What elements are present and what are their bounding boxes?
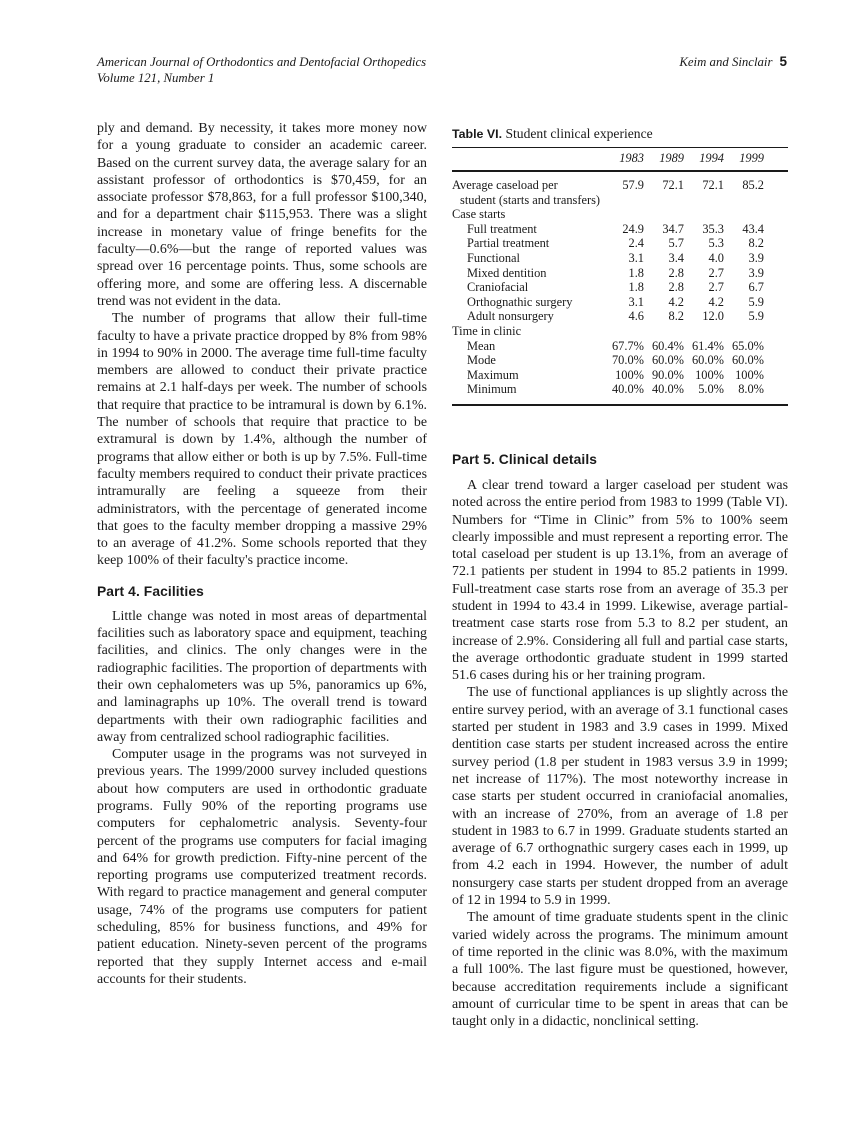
cell: 5.0% bbox=[698, 382, 724, 397]
row-label-line1: Average caseload per bbox=[452, 178, 558, 192]
row-label: Partial treatment bbox=[467, 236, 550, 251]
cell: 60.0% bbox=[691, 353, 724, 368]
journal-volume: Volume 121, Number 1 bbox=[97, 71, 215, 85]
student-clinical-experience-table bbox=[452, 147, 788, 406]
paragraph-private-practice: The number of programs that allow their full-time faculty to have a private practice dropped by 8% from 98% in 1994 to 90% in 2000. The average time full-time faculty members are allowed to conduct their private practice remains at 2.1 half-days per week. The number of schools that require that practice to be intramural is down by 6.1%. The number of schools that require that practice to be extramural is down by 1.4%, although the number of programs that allow either or both is up by 7.5%. Full-time faculty members required to conduct their private practices intramurally are feeling a squeeze from their administrators, with the percentage of generated income that goes to the faculty member dropping a massive 29% to an average of 41.2%. Some schools reported that they keep 100% of their faculty's practice income. bbox=[97, 311, 427, 569]
cell: 2.7 bbox=[708, 265, 724, 280]
cell bbox=[644, 207, 684, 222]
row-label: Craniofacial bbox=[467, 280, 529, 295]
table-caption bbox=[452, 125, 788, 143]
cell: 40.0% bbox=[611, 382, 644, 397]
paragraph-facilities: Little change was noted in most areas of departmental facilities such as laboratory space and equipment, teaching facilities, and clinics. The only changes were in the radiographic facilities. The proportion of departments with their own cephalometers was up 5%, panoramics up 6%, and laminagraphs up 10%. The overall trend is toward departments with their own radiographic facilities and away from centralized school radiographic facilities. bbox=[97, 608, 427, 745]
cell: 67.7% bbox=[611, 338, 644, 353]
cell: 5.9 bbox=[748, 309, 764, 324]
table-row bbox=[452, 251, 788, 266]
cell: 43.4 bbox=[742, 221, 764, 236]
spacer-cell bbox=[764, 236, 788, 251]
paragraph-salary: ply and demand. By necessity, it takes more money now for a young graduate to consider an academic career. Based on the current survey data, the average salary for an assistant professor of orthodontics is $70,459, for an associate professor $78,863, for a full professor $100,340, and for a department chair $115,953. There was a slight increase in monetary value of fringe benefits for the faculty—0.6%—but the range of reported values was spread over 16 percentage points. Thus, some schools are offering more, and some are offering less. A discernable trend was not evident in the data. bbox=[97, 121, 427, 309]
spacer-cell bbox=[764, 251, 788, 266]
table-section-row bbox=[452, 324, 788, 339]
spacer-cell bbox=[764, 266, 788, 281]
table-row bbox=[452, 368, 788, 383]
row-label bbox=[452, 171, 604, 207]
table-row bbox=[452, 295, 788, 310]
cell: 4.2 bbox=[668, 294, 684, 309]
cell: 2.4 bbox=[628, 236, 644, 251]
cell: 8.2 bbox=[748, 236, 764, 251]
cell bbox=[684, 207, 724, 222]
spacer-cell bbox=[764, 171, 788, 207]
cell: 85.2 bbox=[742, 178, 764, 192]
table-caption-title: Student clinical experience bbox=[505, 126, 653, 141]
row-label: Mixed dentition bbox=[467, 265, 547, 280]
cell: 57.9 bbox=[622, 178, 644, 192]
cell: 4.6 bbox=[628, 309, 644, 324]
spacer-cell bbox=[764, 368, 788, 383]
row-label: Minimum bbox=[467, 382, 517, 397]
row-label: Adult nonsurgery bbox=[467, 309, 554, 324]
table-row bbox=[452, 309, 788, 324]
spacer-cell bbox=[764, 339, 788, 354]
cell: 65.0% bbox=[731, 338, 764, 353]
cell: 3.9 bbox=[748, 265, 764, 280]
running-head bbox=[97, 54, 787, 86]
cell: 5.3 bbox=[708, 236, 724, 251]
section-label: Case starts bbox=[452, 207, 506, 222]
running-authors-page bbox=[679, 54, 787, 70]
cell: 5.7 bbox=[668, 236, 684, 251]
row-label: Orthognathic surgery bbox=[467, 294, 573, 309]
paragraph-caseload-trend: A clear trend toward a larger caseload per student was noted across the entire period from 1983 to 1999 (Table VI). Numbers for “Time in Clinic” from 5% to 100% seem clearly impossible and must represent a reporting error. The total caseload per student is up 13.1%, from an average of 72.1 patients per student in 1994 to 85.2 patients in 1999. Full-treatment case starts rose from an average of 35.3 per student in 1994 to 43.4 in 1999. Likewise, average partial-treatment case starts rose from 5.3 to 8.2 per student, an increase of 2.9%. Considering all full and partial case starts, the average orthodontic graduate student in 1999 started 51.6 cases during his or her training program. bbox=[452, 477, 788, 684]
section-heading-part5: Part 5. Clinical details bbox=[452, 451, 598, 467]
spacer-cell bbox=[764, 207, 788, 222]
table-row bbox=[452, 222, 788, 237]
year-column-header: 1983 bbox=[604, 148, 644, 172]
running-authors: Keim and Sinclair bbox=[679, 55, 773, 69]
table-row bbox=[452, 236, 788, 251]
spacer-cell bbox=[764, 353, 788, 368]
cell: 4.0 bbox=[708, 250, 724, 265]
cell: 2.7 bbox=[708, 280, 724, 295]
paragraph-computer-usage: Computer usage in the programs was not surveyed in previous years. The 1999/2000 survey included questions about how computers are used in orthodontic graduate programs. Fully 90% of the reporting programs use computers for cephalometric analysis. Seventy-four percent of the programs use computers for facial imaging and 64% for growth prediction. Fifty-nine percent of the reporting programs use computerized treatment records. With regard to practice management and general computer usage, 74% of the programs use computers for patient scheduling, 85% for business functions, and 49% for patient education. Ninety-seven percent of the programs reported that they supply Internet access and e-mail accounts for their students. bbox=[97, 747, 427, 987]
cell: 3.1 bbox=[628, 250, 644, 265]
cell: 6.7 bbox=[748, 280, 764, 295]
cell: 12.0 bbox=[702, 309, 724, 324]
journal-identification bbox=[97, 54, 426, 86]
spacer-cell bbox=[764, 295, 788, 310]
section-label: Time in clinic bbox=[452, 323, 522, 338]
spacer-cell bbox=[764, 382, 788, 405]
spacer-cell bbox=[764, 324, 788, 339]
cell: 72.1 bbox=[662, 178, 684, 192]
section-heading-part4: Part 4. Facilities bbox=[97, 583, 204, 599]
cell: 8.2 bbox=[668, 309, 684, 324]
cell: 40.0% bbox=[651, 382, 684, 397]
cell: 3.1 bbox=[628, 294, 644, 309]
paragraph-functional-appliances: The use of functional appliances is up slightly across the entire survey period, with an average of 3.1 functional cases started per student in 1983 and 3.9 cases in 1999. Mixed dentition case starts per student increased across the entire survey period (1.8 per student in 1983 versus 3.9 in 1999; net increase of 117%). The most noteworthy increase in case starts per student occurred in craniofacial anomalies, with an increase of 270%, from an average of 1.8 per student in 1983 to 6.7 in 1999. Graduate students started an average of 6.7 orthognathic surgery cases each in 1999, up from 4.2 each in 1994. However, the number of adult nonsurgery case starts per student dropped from an average of 12 in 1994 to 5.9 in 1999. bbox=[452, 685, 788, 909]
cell: 72.1 bbox=[702, 178, 724, 192]
cell bbox=[604, 207, 644, 222]
cell: 60.0% bbox=[651, 353, 684, 368]
row-label: Functional bbox=[467, 250, 520, 265]
table-header-row bbox=[452, 148, 788, 172]
spacer-cell bbox=[764, 280, 788, 295]
table-caption-label: Table VI. bbox=[452, 127, 503, 141]
table-row bbox=[452, 339, 788, 354]
row-label: Mode bbox=[467, 353, 496, 368]
cell bbox=[604, 324, 644, 339]
cell: 60.4% bbox=[651, 338, 684, 353]
cell: 4.2 bbox=[708, 294, 724, 309]
right-column bbox=[452, 120, 788, 1030]
table-row bbox=[452, 171, 788, 207]
journal-title: American Journal of Orthodontics and Dentofacial Orthopedics bbox=[97, 55, 427, 69]
row-label: Mean bbox=[467, 338, 496, 353]
spacer-cell bbox=[764, 309, 788, 324]
table-row bbox=[452, 353, 788, 368]
table-row bbox=[452, 266, 788, 281]
header-spacer-cell bbox=[764, 148, 788, 172]
cell: 2.8 bbox=[668, 265, 684, 280]
header-empty-cell bbox=[452, 148, 604, 172]
cell bbox=[724, 324, 764, 339]
row-label: Maximum bbox=[467, 367, 519, 382]
cell bbox=[724, 207, 764, 222]
cell: 3.9 bbox=[748, 250, 764, 265]
table-row bbox=[452, 280, 788, 295]
left-column bbox=[97, 120, 427, 1030]
two-column-body bbox=[97, 120, 788, 1030]
year-column-header: 1999 bbox=[724, 148, 764, 172]
cell: 24.9 bbox=[622, 221, 644, 236]
table-row bbox=[452, 382, 788, 405]
cell: 8.0% bbox=[738, 382, 764, 397]
cell: 5.9 bbox=[748, 294, 764, 309]
year-column-header: 1989 bbox=[644, 148, 684, 172]
table-vi-block bbox=[452, 125, 788, 406]
cell: 3.4 bbox=[668, 250, 684, 265]
cell: 90.0% bbox=[651, 367, 684, 382]
spacer-cell bbox=[764, 222, 788, 237]
cell: 100% bbox=[695, 367, 724, 382]
cell: 34.7 bbox=[662, 221, 684, 236]
cell: 70.0% bbox=[611, 353, 644, 368]
row-label-line2: student (starts and transfers) bbox=[460, 192, 601, 207]
cell: 100% bbox=[735, 367, 764, 382]
cell: 60.0% bbox=[731, 353, 764, 368]
cell: 1.8 bbox=[628, 280, 644, 295]
page-number: 5 bbox=[779, 54, 787, 69]
cell: 100% bbox=[615, 367, 644, 382]
year-column-header: 1994 bbox=[684, 148, 724, 172]
cell bbox=[684, 324, 724, 339]
cell bbox=[644, 324, 684, 339]
row-label: Full treatment bbox=[467, 221, 537, 236]
paragraph-time-in-clinic: The amount of time graduate students spent in the clinic varied widely across the programs. The minimum amount of time reported in the clinic was 8.0%, with the maximum a full 100%. The last figure must be questioned, however, because accreditation requirements include a significant amount of curricular time to be spent in areas that can be taught only in a didactic, nonclinical setting. bbox=[452, 910, 788, 1030]
cell: 2.8 bbox=[668, 280, 684, 295]
cell: 1.8 bbox=[628, 265, 644, 280]
cell: 61.4% bbox=[691, 338, 724, 353]
cell: 35.3 bbox=[702, 221, 724, 236]
table-section-row bbox=[452, 207, 788, 222]
